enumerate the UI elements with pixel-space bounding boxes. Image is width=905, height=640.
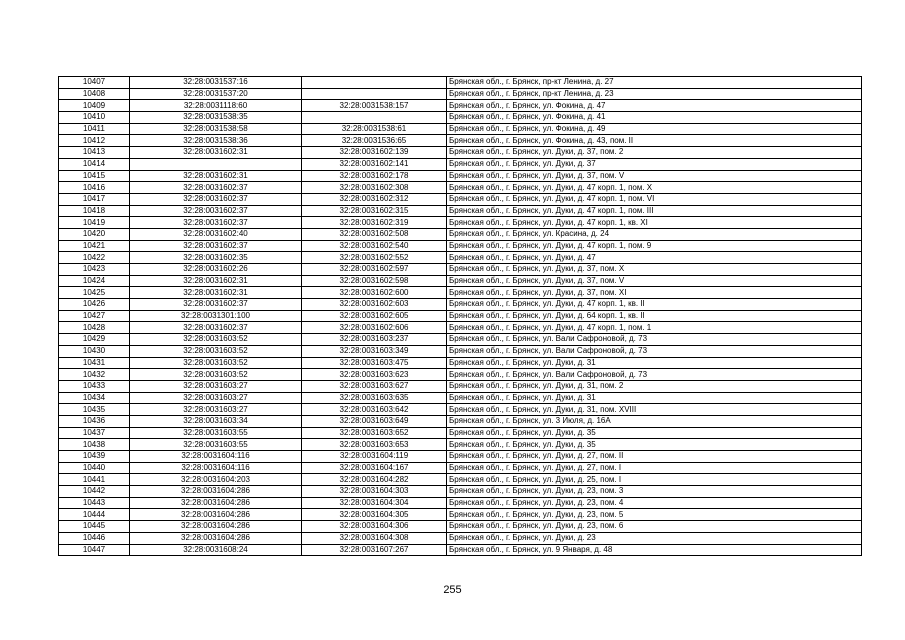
object-cadastral-cell: 32:28:0031604:167	[302, 462, 447, 474]
record-number-cell: 10429	[59, 334, 130, 346]
record-number-cell: 10436	[59, 415, 130, 427]
address-cell: Брянская обл., г. Брянск, ул. Дуки, д. 64 корп. 1, кв. II	[447, 310, 862, 322]
land-plot-cadastral-cell: 32:28:0031537:20	[130, 88, 302, 100]
object-cadastral-cell: 32:28:0031603:642	[302, 404, 447, 416]
table-row	[59, 182, 862, 194]
table-row	[59, 205, 862, 217]
address-cell: Брянская обл., г. Брянск, ул. Дуки, д. 23, пом. 6	[447, 521, 862, 533]
land-plot-cadastral-cell: 32:28:0031602:35	[130, 252, 302, 264]
object-cadastral-cell	[302, 88, 447, 100]
land-plot-cadastral-cell: 32:28:0031604:203	[130, 474, 302, 486]
record-number-cell: 10437	[59, 427, 130, 439]
page-number: 255	[443, 584, 462, 596]
object-cadastral-cell: 32:28:0031538:61	[302, 123, 447, 135]
table-row	[59, 544, 862, 556]
land-plot-cadastral-cell: 32:28:0031602:31	[130, 147, 302, 159]
address-cell: Брянская обл., г. Брянск, ул. Дуки, д. 25, пом. I	[447, 474, 862, 486]
object-cadastral-cell: 32:28:0031604:303	[302, 486, 447, 498]
record-number-cell: 10417	[59, 193, 130, 205]
address-cell: Брянская обл., г. Брянск, ул. Дуки, д. 23, пом. 5	[447, 509, 862, 521]
land-plot-cadastral-cell: 32:28:0031301:100	[130, 310, 302, 322]
table-row	[59, 415, 862, 427]
table-row	[59, 217, 862, 229]
address-cell: Брянская обл., г. Брянск, ул. Дуки, д. 31, пом. 2	[447, 380, 862, 392]
record-number-cell: 10441	[59, 474, 130, 486]
address-cell: Брянская обл., г. Брянск, ул. Красина, д. 24	[447, 228, 862, 240]
address-cell: Брянская обл., г. Брянск, ул. Фокина, д. 43, пом. II	[447, 135, 862, 147]
object-cadastral-cell: 32:28:0031538:157	[302, 100, 447, 112]
record-number-cell: 10447	[59, 544, 130, 556]
land-plot-cadastral-cell: 32:28:0031602:37	[130, 217, 302, 229]
object-cadastral-cell: 32:28:0031604:282	[302, 474, 447, 486]
address-cell: Брянская обл., г. Брянск, ул. Дуки, д. 27, пом. II	[447, 451, 862, 463]
table-row	[59, 486, 862, 498]
table-row	[59, 474, 862, 486]
table-row	[59, 158, 862, 170]
land-plot-cadastral-cell: 32:28:0031602:31	[130, 170, 302, 182]
address-cell: Брянская обл., г. Брянск, ул. 3 Июля, д. 16А	[447, 415, 862, 427]
land-plot-cadastral-cell: 32:28:0031603:52	[130, 345, 302, 357]
table-row	[59, 439, 862, 451]
table-row	[59, 193, 862, 205]
land-plot-cadastral-cell: 32:28:0031603:52	[130, 334, 302, 346]
land-plot-cadastral-cell: 32:28:0031538:35	[130, 112, 302, 124]
record-number-cell: 10442	[59, 486, 130, 498]
table-row	[59, 322, 862, 334]
object-cadastral-cell: 32:28:0031603:349	[302, 345, 447, 357]
object-cadastral-cell: 32:28:0031602:178	[302, 170, 447, 182]
registry-table-body	[59, 77, 862, 556]
land-plot-cadastral-cell: 32:28:0031602:37	[130, 182, 302, 194]
record-number-cell: 10407	[59, 77, 130, 89]
record-number-cell: 10423	[59, 264, 130, 276]
record-number-cell: 10415	[59, 170, 130, 182]
land-plot-cadastral-cell: 32:28:0031602:37	[130, 299, 302, 311]
address-cell: Брянская обл., г. Брянск, ул. Дуки, д. 37, пом. V	[447, 170, 862, 182]
address-cell: Брянская обл., г. Брянск, ул. Дуки, д. 47 корп. 1, пом. 1	[447, 322, 862, 334]
address-cell: Брянская обл., г. Брянск, ул. Дуки, д. 37, пом. 2	[447, 147, 862, 159]
record-number-cell: 10426	[59, 299, 130, 311]
land-plot-cadastral-cell: 32:28:0031602:26	[130, 264, 302, 276]
record-number-cell: 10446	[59, 532, 130, 544]
table-row	[59, 451, 862, 463]
land-plot-cadastral-cell: 32:28:0031603:27	[130, 392, 302, 404]
record-number-cell: 10412	[59, 135, 130, 147]
address-cell: Брянская обл., г. Брянск, ул. Дуки, д. 35	[447, 427, 862, 439]
address-cell: Брянская обл., г. Брянск, ул. Дуки, д. 37	[447, 158, 862, 170]
address-cell: Брянская обл., г. Брянск, ул. Дуки, д. 47	[447, 252, 862, 264]
object-cadastral-cell: 32:28:0031604:304	[302, 497, 447, 509]
object-cadastral-cell: 32:28:0031604:306	[302, 521, 447, 533]
land-plot-cadastral-cell: 32:28:0031604:286	[130, 497, 302, 509]
address-cell: Брянская обл., г. Брянск, ул. Дуки, д. 47 корп. 1, кв. II	[447, 299, 862, 311]
table-row	[59, 275, 862, 287]
table-row	[59, 310, 862, 322]
address-cell: Брянская обл., г. Брянск, ул. Дуки, д. 35	[447, 439, 862, 451]
object-cadastral-cell: 32:28:0031603:237	[302, 334, 447, 346]
record-number-cell: 10418	[59, 205, 130, 217]
record-number-cell: 10409	[59, 100, 130, 112]
land-plot-cadastral-cell: 32:28:0031602:37	[130, 205, 302, 217]
land-plot-cadastral-cell: 32:28:0031603:52	[130, 369, 302, 381]
record-number-cell: 10428	[59, 322, 130, 334]
land-plot-cadastral-cell: 32:28:0031538:36	[130, 135, 302, 147]
record-number-cell: 10411	[59, 123, 130, 135]
record-number-cell: 10421	[59, 240, 130, 252]
table-row	[59, 123, 862, 135]
table-row	[59, 228, 862, 240]
address-cell: Брянская обл., г. Брянск, пр-кт Ленина, д. 23	[447, 88, 862, 100]
address-cell: Брянская обл., г. Брянск, ул. Вали Сафроновой, д. 73	[447, 334, 862, 346]
object-cadastral-cell: 32:28:0031603:475	[302, 357, 447, 369]
object-cadastral-cell: 32:28:0031602:308	[302, 182, 447, 194]
land-plot-cadastral-cell: 32:28:0031604:116	[130, 451, 302, 463]
table-row	[59, 462, 862, 474]
address-cell: Брянская обл., г. Брянск, ул. Дуки, д. 37, пом. XI	[447, 287, 862, 299]
object-cadastral-cell: 32:28:0031604:119	[302, 451, 447, 463]
table-row	[59, 404, 862, 416]
record-number-cell: 10408	[59, 88, 130, 100]
object-cadastral-cell	[302, 77, 447, 89]
address-cell: Брянская обл., г. Брянск, ул. Дуки, д. 31	[447, 392, 862, 404]
object-cadastral-cell: 32:28:0031602:141	[302, 158, 447, 170]
table-row	[59, 509, 862, 521]
address-cell: Брянская обл., г. Брянск, ул. 9 Января, д. 48	[447, 544, 862, 556]
land-plot-cadastral-cell: 32:28:0031603:55	[130, 427, 302, 439]
object-cadastral-cell: 32:28:0031602:598	[302, 275, 447, 287]
object-cadastral-cell: 32:28:0031602:540	[302, 240, 447, 252]
land-plot-cadastral-cell: 32:28:0031603:52	[130, 357, 302, 369]
object-cadastral-cell: 32:28:0031602:606	[302, 322, 447, 334]
object-cadastral-cell: 32:28:0031604:308	[302, 532, 447, 544]
address-cell: Брянская обл., г. Брянск, ул. Дуки, д. 23	[447, 532, 862, 544]
table-row	[59, 135, 862, 147]
address-cell: Брянская обл., г. Брянск, ул. Вали Сафроновой, д. 73	[447, 345, 862, 357]
address-cell: Брянская обл., г. Брянск, ул. Дуки, д. 47 корп. 1, пом. 9	[447, 240, 862, 252]
land-plot-cadastral-cell: 32:28:0031603:27	[130, 404, 302, 416]
table-row	[59, 532, 862, 544]
land-plot-cadastral-cell: 32:28:0031602:37	[130, 193, 302, 205]
object-cadastral-cell: 32:28:0031602:600	[302, 287, 447, 299]
table-row	[59, 147, 862, 159]
record-number-cell: 10440	[59, 462, 130, 474]
table-row	[59, 170, 862, 182]
address-cell: Брянская обл., г. Брянск, ул. Фокина, д. 47	[447, 100, 862, 112]
table-row	[59, 380, 862, 392]
table-row	[59, 287, 862, 299]
address-cell: Брянская обл., г. Брянск, ул. Дуки, д. 37, пом. X	[447, 264, 862, 276]
address-cell: Брянская обл., г. Брянск, ул. Дуки, д. 23, пом. 3	[447, 486, 862, 498]
object-cadastral-cell: 32:28:0031602:319	[302, 217, 447, 229]
record-number-cell: 10424	[59, 275, 130, 287]
table-row	[59, 100, 862, 112]
address-cell: Брянская обл., г. Брянск, ул. Дуки, д. 47 корп. 1, кв. XI	[447, 217, 862, 229]
object-cadastral-cell: 32:28:0031602:552	[302, 252, 447, 264]
record-number-cell: 10419	[59, 217, 130, 229]
object-cadastral-cell: 32:28:0031536:65	[302, 135, 447, 147]
land-plot-cadastral-cell: 32:28:0031603:34	[130, 415, 302, 427]
land-plot-cadastral-cell	[130, 158, 302, 170]
object-cadastral-cell: 32:28:0031602:597	[302, 264, 447, 276]
object-cadastral-cell: 32:28:0031604:305	[302, 509, 447, 521]
table-row	[59, 88, 862, 100]
table-row	[59, 334, 862, 346]
record-number-cell: 10432	[59, 369, 130, 381]
record-number-cell: 10410	[59, 112, 130, 124]
address-cell: Брянская обл., г. Брянск, ул. Дуки, д. 37, пом. V	[447, 275, 862, 287]
record-number-cell: 10425	[59, 287, 130, 299]
object-cadastral-cell: 32:28:0031603:627	[302, 380, 447, 392]
table-row	[59, 112, 862, 124]
land-plot-cadastral-cell: 32:28:0031604:116	[130, 462, 302, 474]
record-number-cell: 10443	[59, 497, 130, 509]
record-number-cell: 10433	[59, 380, 130, 392]
address-cell: Брянская обл., г. Брянск, ул. Дуки, д. 47 корп. 1, пом. III	[447, 205, 862, 217]
record-number-cell: 10420	[59, 228, 130, 240]
table-row	[59, 299, 862, 311]
land-plot-cadastral-cell: 32:28:0031602:37	[130, 240, 302, 252]
address-cell: Брянская обл., г. Брянск, ул. Фокина, д. 49	[447, 123, 862, 135]
record-number-cell: 10438	[59, 439, 130, 451]
object-cadastral-cell: 32:28:0031602:603	[302, 299, 447, 311]
record-number-cell: 10444	[59, 509, 130, 521]
land-plot-cadastral-cell: 32:28:0031603:55	[130, 439, 302, 451]
table-row	[59, 521, 862, 533]
table-row	[59, 357, 862, 369]
address-cell: Брянская обл., г. Брянск, ул. Дуки, д. 31	[447, 357, 862, 369]
table-row	[59, 77, 862, 89]
object-cadastral-cell: 32:28:0031603:653	[302, 439, 447, 451]
land-plot-cadastral-cell: 32:28:0031602:31	[130, 287, 302, 299]
address-cell: Брянская обл., г. Брянск, ул. Дуки, д. 31, пом. XVIII	[447, 404, 862, 416]
address-cell: Брянская обл., г. Брянск, ул. Дуки, д. 47 корп. 1, пом. VI	[447, 193, 862, 205]
table-row	[59, 497, 862, 509]
record-number-cell: 10427	[59, 310, 130, 322]
land-plot-cadastral-cell: 32:28:0031604:286	[130, 532, 302, 544]
land-plot-cadastral-cell: 32:28:0031537:16	[130, 77, 302, 89]
land-plot-cadastral-cell: 32:28:0031118:60	[130, 100, 302, 112]
address-cell: Брянская обл., г. Брянск, ул. Дуки, д. 27, пом. I	[447, 462, 862, 474]
land-plot-cadastral-cell: 32:28:0031608:24	[130, 544, 302, 556]
land-plot-cadastral-cell: 32:28:0031603:27	[130, 380, 302, 392]
record-number-cell: 10431	[59, 357, 130, 369]
object-cadastral-cell: 32:28:0031607:267	[302, 544, 447, 556]
table-row	[59, 240, 862, 252]
address-cell: Брянская обл., г. Брянск, ул. Дуки, д. 47 корп. 1, пом. X	[447, 182, 862, 194]
record-number-cell: 10413	[59, 147, 130, 159]
record-number-cell: 10445	[59, 521, 130, 533]
address-cell: Брянская обл., г. Брянск, ул. Фокина, д. 41	[447, 112, 862, 124]
table-row	[59, 369, 862, 381]
object-cadastral-cell: 32:28:0031602:605	[302, 310, 447, 322]
record-number-cell: 10434	[59, 392, 130, 404]
address-cell: Брянская обл., г. Брянск, ул. Вали Сафроновой, д. 73	[447, 369, 862, 381]
table-row	[59, 427, 862, 439]
object-cadastral-cell: 32:28:0031602:139	[302, 147, 447, 159]
object-cadastral-cell: 32:28:0031603:623	[302, 369, 447, 381]
table-row	[59, 345, 862, 357]
object-cadastral-cell: 32:28:0031603:652	[302, 427, 447, 439]
land-plot-cadastral-cell: 32:28:0031604:286	[130, 509, 302, 521]
record-number-cell: 10430	[59, 345, 130, 357]
record-number-cell: 10422	[59, 252, 130, 264]
table-row	[59, 252, 862, 264]
land-plot-cadastral-cell: 32:28:0031604:286	[130, 521, 302, 533]
record-number-cell: 10439	[59, 451, 130, 463]
land-plot-cadastral-cell: 32:28:0031602:31	[130, 275, 302, 287]
table-row	[59, 264, 862, 276]
record-number-cell: 10435	[59, 404, 130, 416]
land-plot-cadastral-cell: 32:28:0031538:58	[130, 123, 302, 135]
object-cadastral-cell: 32:28:0031603:635	[302, 392, 447, 404]
land-plot-cadastral-cell: 32:28:0031604:286	[130, 486, 302, 498]
object-cadastral-cell	[302, 112, 447, 124]
registry-table	[58, 76, 862, 556]
address-cell: Брянская обл., г. Брянск, ул. Дуки, д. 23, пом. 4	[447, 497, 862, 509]
land-plot-cadastral-cell: 32:28:0031602:40	[130, 228, 302, 240]
object-cadastral-cell: 32:28:0031602:312	[302, 193, 447, 205]
object-cadastral-cell: 32:28:0031602:315	[302, 205, 447, 217]
object-cadastral-cell: 32:28:0031603:649	[302, 415, 447, 427]
land-plot-cadastral-cell: 32:28:0031602:37	[130, 322, 302, 334]
record-number-cell: 10414	[59, 158, 130, 170]
address-cell: Брянская обл., г. Брянск, пр-кт Ленина, д. 27	[447, 77, 862, 89]
record-number-cell: 10416	[59, 182, 130, 194]
object-cadastral-cell: 32:28:0031602:508	[302, 228, 447, 240]
table-row	[59, 392, 862, 404]
